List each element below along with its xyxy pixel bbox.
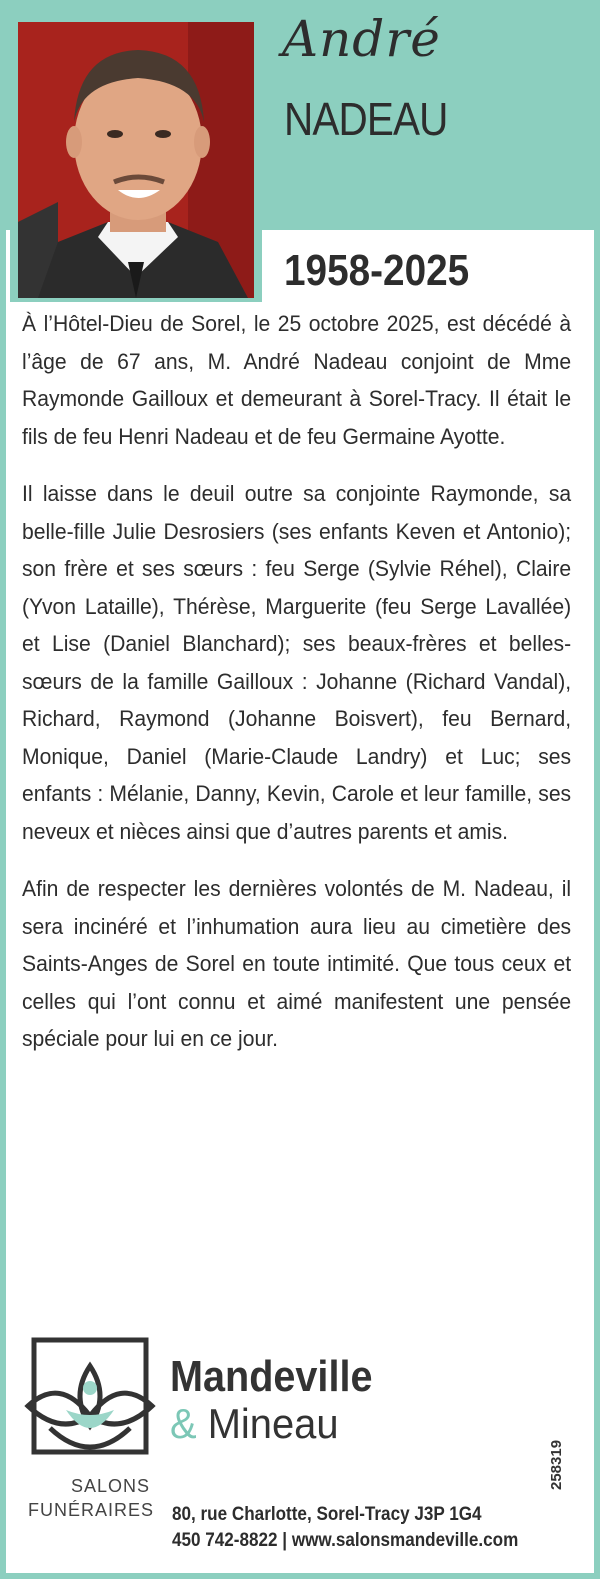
portrait-photo <box>18 22 254 298</box>
brand-name-mineau: Mineau <box>196 1400 339 1447</box>
paragraph-death-notice: À l’Hôtel-Dieu de Sorel, le 25 octobre 2025, est décédé à l’âge de 67 ans, M. André Nadeau conjoint de Mme Raymonde Gailloux et demeurant à Sorel-Tracy. Il était le fils de feu Henri Nadeau et de feu Germaine Ayotte. <box>22 311 572 449</box>
contact-block <box>172 1502 518 1554</box>
salons-label: SALONS <box>70 1476 150 1496</box>
brand-ampersand: & <box>170 1400 197 1447</box>
obituary-text <box>22 305 571 1078</box>
funeraires-label: FUNÉRAIRES <box>28 1500 155 1520</box>
salons-funeraires-label <box>28 1474 155 1522</box>
life-years: 1958-2025 <box>284 246 470 295</box>
brand-name-line2 <box>170 1400 339 1448</box>
paragraph-survivors: Il laisse dans le deuil outre sa conjointe Raymonde, sa belle-fille Julie Desrosiers (ses enfants Keven et Antonio); son frère et ses sœurs : feu Serge (Sylvie Réhel), Claire (Yvon Lataille), Thérèse, Marguerite (feu Serge Lavallée) et Lise (Daniel Blanchard); ses beaux-frères et belles-sœurs de la famille Gailloux : Johanne (Richard Vandal), Richard, Raymond (Johanne Boisvert), feu Bernard, Monique, Daniel (Marie-Claude Landry) et Luc; ses enfants : Mélanie, Danny, Kevin, Carole et leur famille, ses neveux et nièces ainsi que d’autres parents et amis. <box>22 481 572 844</box>
brand-name-line1: Mandeville <box>170 1352 373 1401</box>
phone-website: 450 742-8822 | www.salonsmandeville.com <box>172 1530 519 1551</box>
first-name: André <box>282 10 441 68</box>
address: 80, rue Charlotte, Sorel-Tracy J3P 1G4 <box>172 1504 482 1525</box>
reference-number: 258319 <box>548 1439 565 1490</box>
portrait-frame <box>10 14 262 302</box>
paragraph-arrangements: Afin de respecter les dernières volontés de M. Nadeau, il sera incinéré et l’inhumation aura lieu au cimetière des Saints-Anges de Sorel en toute intimité. Que tous ceux et celles qui l’ont connu et aimé manifestent une pensée spéciale pour lui en ce jour. <box>22 876 572 1051</box>
last-name: NADEAU <box>284 93 448 145</box>
portrait-illustration <box>18 22 254 298</box>
lotus-icon <box>20 1336 160 1476</box>
